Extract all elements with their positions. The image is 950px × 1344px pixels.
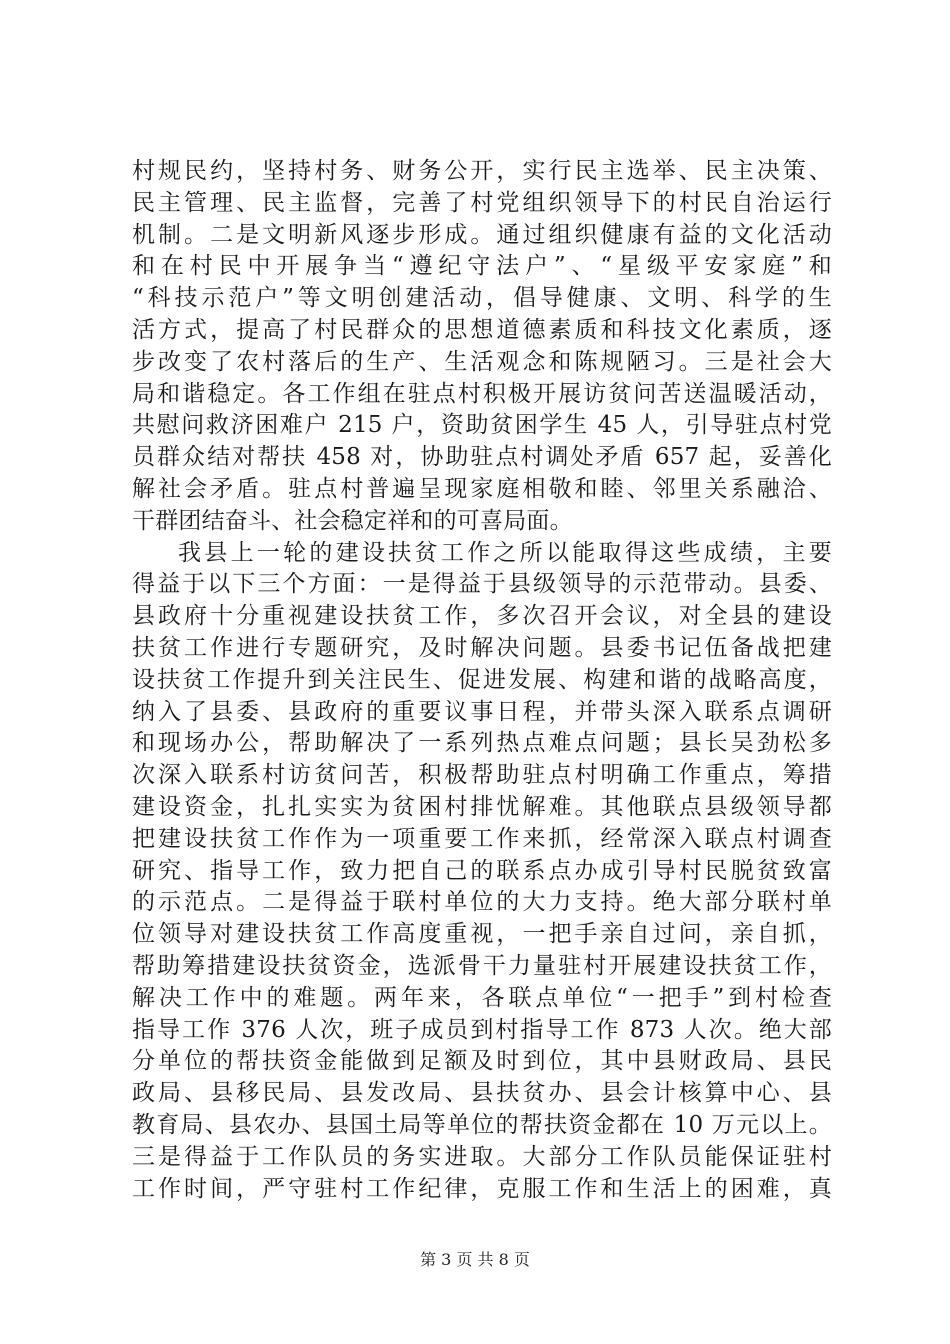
text-line: 指导工作 376 人次，班子成员到村指导工作 873 人次。绝大部 [132,1016,832,1043]
text-line: 位领导对建设扶贫工作高度重视，一把手亲自过问，亲自抓， [132,921,832,948]
text-line: 次深入联系村访贫问苦，积极帮助驻点村明确工作重点，筹措 [132,762,832,789]
text-line: 帮助筹措建设扶贫资金，选派骨干力量驻村开展建设扶贫工作， [132,952,832,979]
text-line: 步改变了农村落后的生产、生活观念和陈规陋习。三是社会大 [132,348,832,375]
text-line: 纳入了县委、县政府的重要议事日程，并带头深入联系点调研 [132,698,832,725]
paragraph-first-line: 我县上一轮的建设扶贫工作之所以能取得这些成绩，主要 [178,539,832,566]
text-line: 教育局、县农办、县国土局等单位的帮扶资金都在 10 万元以上。 [132,1111,832,1138]
text-line: 得益于以下三个方面：一是得益于县级领导的示范带动。县委、 [132,571,832,598]
text-line: 共慰问救济困难户 215 户，资助贫困学生 45 人，引导驻点村党 [132,412,832,439]
text-line: “科技示范户”等文明创建活动，倡导健康、文明、科学的生 [132,285,832,312]
text-line: 解决工作中的难题。两年来，各联点单位“一把手”到村检查 [132,984,832,1011]
text-line: 分单位的帮扶资金能做到足额及时到位，其中县财政局、县民 [132,1048,832,1075]
text-line: 和现场办公，帮助解决了一系列热点难点问题；县长吴劲松多 [132,730,832,757]
text-line: 机制。二是文明新风逐步形成。通过组织健康有益的文化活动 [132,221,832,248]
text-line: 员群众结对帮扶 458 对，协助驻点村调处矛盾 657 起，妥善化 [132,444,832,471]
text-line: 和在村民中开展争当“遵纪守法户”、“星级平安家庭”和 [132,253,832,280]
text-line: 解社会矛盾。驻点村普遍呈现家庭相敬和睦、邻里关系融洽、 [132,475,832,502]
text-line: 县政府十分重视建设扶贫工作，多次召开会议，对全县的建设 [132,603,832,630]
text-line: 活方式，提高了村民群众的思想道德素质和科技文化素质，逐 [132,316,832,343]
text-line: 工作时间，严守驻村工作纪律，克服工作和生活上的困难，真 [132,1175,832,1202]
text-line: 政局、县移民局、县发改局、县扶贫办、县会计核算中心、县 [132,1080,832,1107]
text-line: 建设资金，扎扎实实为贫困村排忧解难。其他联点县级领导都 [132,793,832,820]
text-line: 干群团结奋斗、社会稳定祥和的可喜局面。 [132,507,573,534]
text-line: 村规民约，坚持村务、财务公开，实行民主选举、民主决策、 [132,158,832,184]
text-line: 研究、指导工作，致力把自己的联系点办成引导村民脱贫致富 [132,857,832,884]
text-line: 三是得益于工作队员的务实进取。大部分工作队员能保证驻村 [132,1143,832,1170]
text-line: 扶贫工作进行专题研究，及时解决问题。县委书记伍备战把建 [132,634,832,661]
text-line: 把建设扶贫工作作为一项重要工作来抓，经常深入联点村调查 [132,825,832,852]
body-text [132,156,832,1205]
page-number-footer: 第 3 页 共 8 页 [420,1250,530,1269]
text-line: 设扶贫工作提升到关注民生、促进发展、构建和谐的战略高度， [132,666,832,693]
text-line: 民主管理、民主监督，完善了村党组织领导下的村民自治运行 [132,189,832,216]
text-line: 的示范点。二是得益于联村单位的大力支持。绝大部分联村单 [132,889,832,916]
text-line: 局和谐稳定。各工作组在驻点村积极开展访贫问苦送温暖活动， [132,380,832,407]
